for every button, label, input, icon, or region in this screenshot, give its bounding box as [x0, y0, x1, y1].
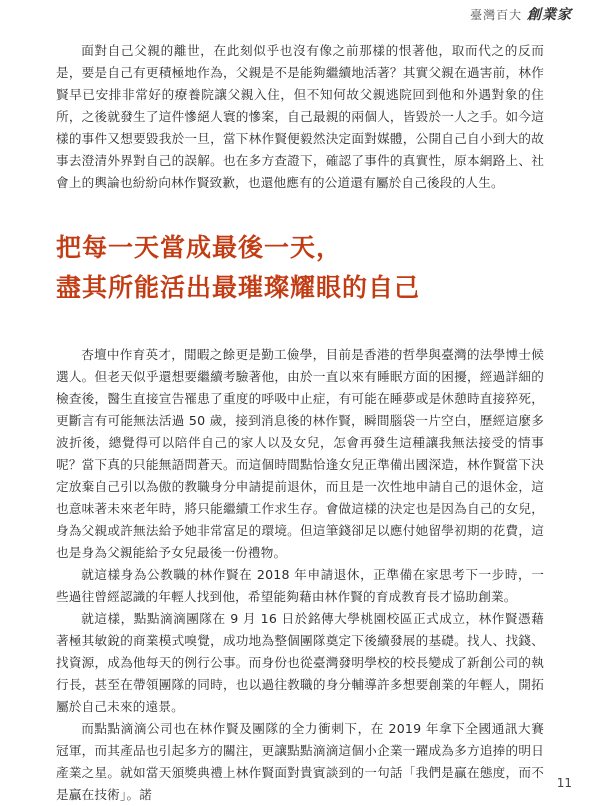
paragraph-bottom-1: 杏壇中作育英才，閒暇之餘更是勤工儉學，目前是香港的哲學與臺灣的法學博士候選人。但老天似乎還想要繼續考驗著他，由於一直以來有睡眠方面的困擾，經過詳細的檢查後，醫生直接宣告罹患了重度的呼吸中止症，有可能在睡夢或是休憩時直接猝死，更斷言有可能無法活過 50 歲，接到消息後的林作賢，瞬間腦袋一片空白，歷經這麼多波折後，總覺得可以陪伴自己的家人以及女兒，怎會再發生這種讓我無法接受的情事呢？當下真的只能無語問蒼天。而這個時間點恰逢女兒正準備出國深造，林作賢當下決定放棄自己引以為傲的教職身分申請提前退休，而且是一次性地申請自己的退休金，這也意味著未來老年時，將只能繼續工作求生存。會做這樣的決定也是因為自己的女兒，身為父親或許無法給予她非常富足的環境。但這筆錢卻足以應付她留學初期的花費，這也是身為父親能給予女兒最後一份禮物。 — [56, 347, 544, 560]
page-number: 11 — [556, 776, 572, 790]
header-brand: 創業家 — [527, 7, 572, 23]
paragraph-top-1: 面對自己父親的離世，在此刻似乎也沒有像之前那樣的恨著他，取而代之的反而是，要是自己有更積極地作為，父親是不是能夠繼續地活著？其實父親在過害前，林作賢早已安排非常好的療養院讓父親入住，但不知何故父親逃院回到他和外遇對象的住所，之後就發生了這件慘絕人寰的慘案，自己最親的兩個人，皆毀於一人之手。如今這樣的事件又想要毀我於一旦，當下林作賢便毅然決定面對媒體，公開自己自小到大的故事去澄清外界對自己的誤解。也在多方查證下，確認了事件的真實性，原本網路上、社會上的輿論也紛紛向林作賢致歉，也還他應有的公道還有屬於自己後段的人生。 — [56, 43, 544, 190]
section-heading-line-1: 把每一天當成最後一天， — [56, 233, 343, 262]
paragraph-bottom-4: 而點點滴滴公司也在林作賢及團隊的全力衝刺下，在 2019 年拿下全國通訊大賽冠軍，而其產品也引起多方的關注，更讓點點滴滴這個小企業一躍成為多方追捧的明日產業之星。就如當天頒獎典禮上林作賢面對貴賓談到的一句話「我們是贏在態度，而不是贏在技術」。諾 — [56, 721, 544, 802]
article-body — [56, 40, 544, 806]
paragraph-bottom-2: 就這樣身為公教職的林作賢在 2018 年申請退休，正準備在家思考下一步時，一些過往曾經認識的年輕人找到他，希望能夠藉由林作賢的育成教育長才協助創業。 — [56, 567, 544, 604]
section-heading — [56, 228, 544, 308]
section-heading-line-2: 盡其所能活出最璀璨耀眼的自己 — [56, 273, 421, 302]
paragraph-bottom-3: 就這樣，點點滴滴團隊在 9 月 16 日於銘傳大學桃園校區正式成立，林作賢憑藉著極其敏銳的商業模式嗅覺，成功地為整個團隊奠定下後續發展的基礎。找人、找錢、找資源，成為他每天的例行公事。而身份也從臺灣發明學校的校長變成了新創公司的執行長，甚至在帶領團隊的同時，也以過往教職的身分輔導許多想要創業的年輕人，開拓屬於自己未來的遠景。 — [56, 611, 544, 714]
header-series: 臺灣百大 — [470, 8, 523, 22]
running-header — [470, 4, 572, 24]
